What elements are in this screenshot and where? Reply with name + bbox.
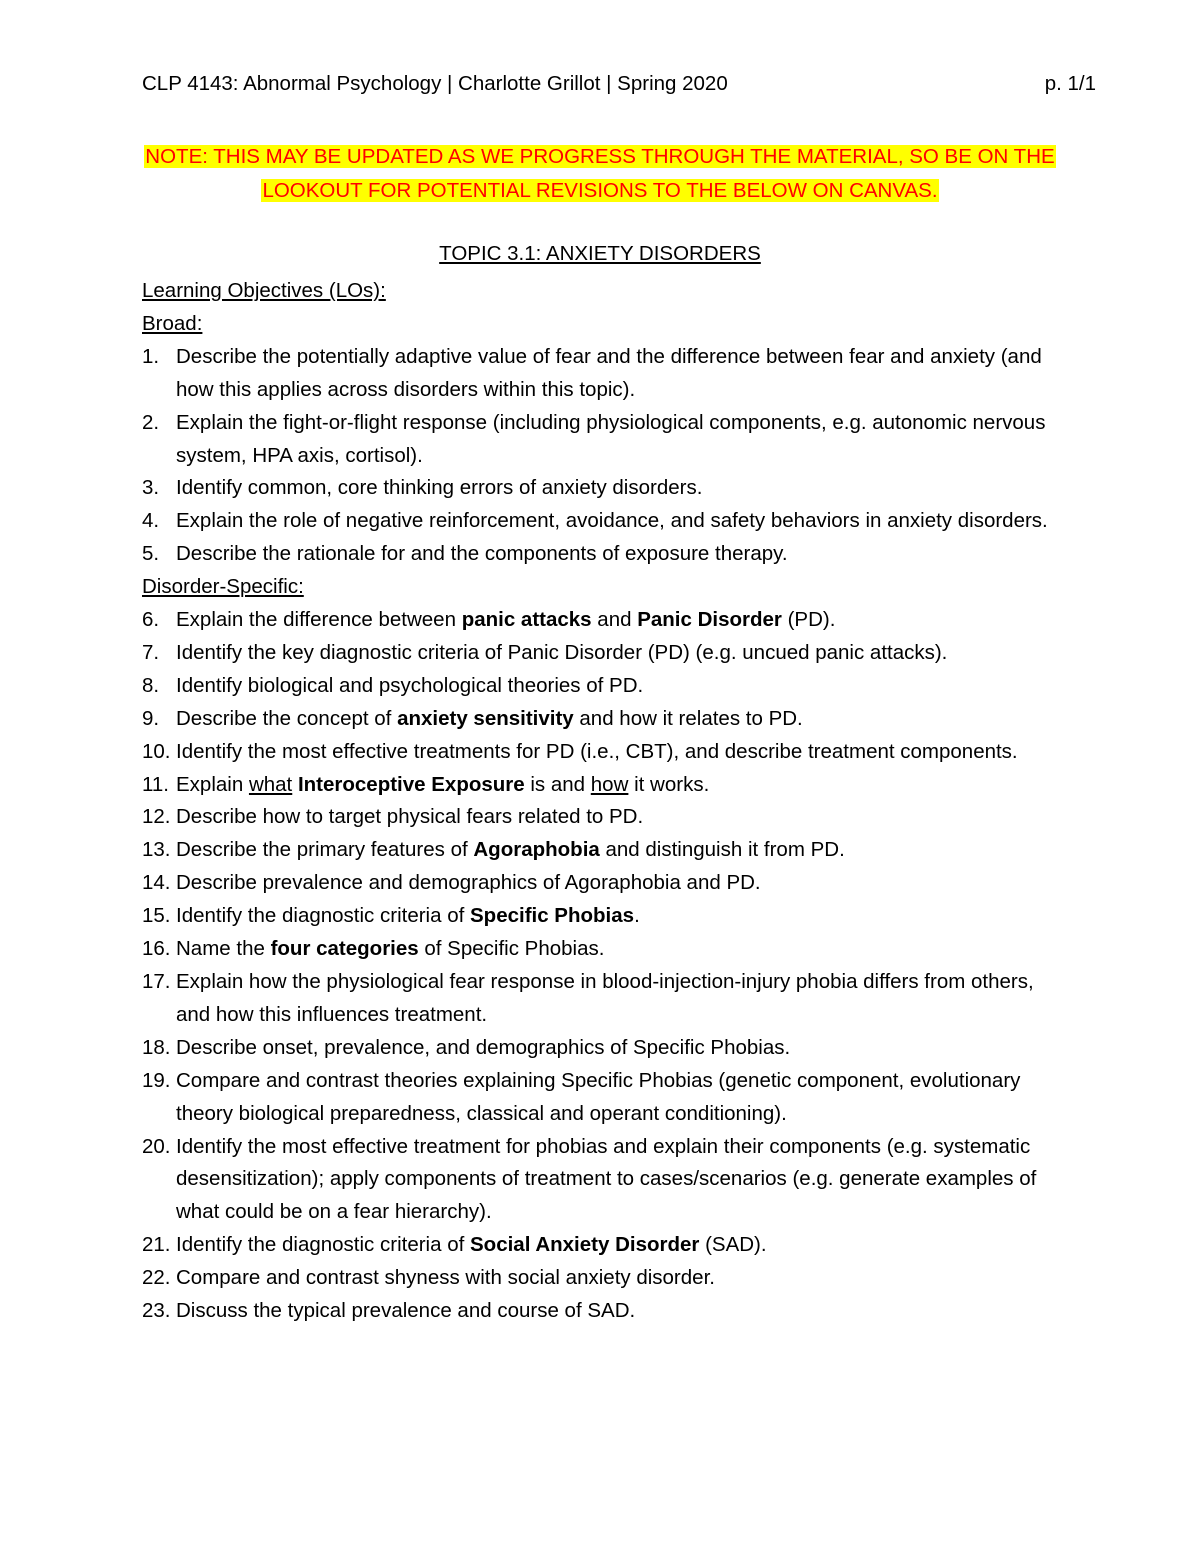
list-item-text xyxy=(176,871,761,894)
list-item-number: 2. xyxy=(142,410,160,434)
list-item-text xyxy=(176,509,1048,532)
list-item xyxy=(142,900,1072,933)
text-run: Describe onset, prevalence, and demographics of Specific Phobias. xyxy=(176,1035,791,1059)
list-item-number: 15. xyxy=(142,904,171,928)
text-run: Describe the rationale for and the components of exposure therapy. xyxy=(176,542,788,566)
topic-title: TOPIC 3.1: ANXIETY DISORDERS xyxy=(439,242,761,265)
list-item-number: 17. xyxy=(142,969,171,993)
list-item-text xyxy=(176,476,702,499)
text-run: Describe how to target physical fears related to PD. xyxy=(176,805,644,829)
objective-list xyxy=(142,341,1072,571)
list-item xyxy=(142,1262,1072,1295)
objective-list xyxy=(142,604,1072,1328)
list-item-number: 12. xyxy=(142,805,171,829)
list-item-text xyxy=(176,773,709,796)
list-item xyxy=(142,670,1072,703)
learning-objectives xyxy=(142,275,1072,1328)
text-run: Explain the fight-or-flight response (including physiological components, e.g. autonomic nervous system, HPA axis, cortisol). xyxy=(176,410,1046,467)
list-item-number: 4. xyxy=(142,509,160,533)
text-run: Describe the primary features of xyxy=(176,838,474,862)
list-item xyxy=(142,1065,1072,1131)
list-item xyxy=(142,1229,1072,1262)
list-item-text xyxy=(176,740,1018,763)
list-item-text xyxy=(176,937,604,960)
learning-objectives-heading: Learning Objectives (LOs): xyxy=(142,279,386,302)
list-item-text xyxy=(176,641,947,664)
list-item-text xyxy=(176,1233,767,1256)
text-run: Compare and contrast theories explaining Specific Phobias (genetic component, evolutionary theory biological preparedness, classical and operant conditioning). xyxy=(176,1068,1021,1125)
list-item-text xyxy=(176,1069,1020,1125)
note-line-2: LOOKOUT FOR POTENTIAL REVISIONS TO THE BELOW ON CANVAS. xyxy=(262,179,938,202)
list-item xyxy=(142,407,1072,473)
list-item xyxy=(142,966,1072,1032)
text-run: it works. xyxy=(628,772,710,796)
text-run: Identify common, core thinking errors of anxiety disorders. xyxy=(176,476,703,500)
text-run: and xyxy=(591,608,638,632)
text-run: Identify biological and psychological theories of PD. xyxy=(176,673,644,697)
text-run: and how it relates to PD. xyxy=(573,706,803,730)
list-item-text xyxy=(176,542,788,565)
list-item-number: 11. xyxy=(142,772,169,796)
list-item-text xyxy=(176,1266,715,1289)
list-item xyxy=(142,505,1072,538)
list-item xyxy=(142,604,1072,637)
list-item-number: 8. xyxy=(142,673,160,697)
list-item xyxy=(142,769,1072,802)
list-item-text xyxy=(176,345,1042,401)
list-item-text xyxy=(176,904,640,927)
list-item xyxy=(142,1295,1072,1328)
text-run: Describe prevalence and demographics of Agoraphobia and PD. xyxy=(176,871,761,895)
text-run: is and xyxy=(524,772,591,796)
list-item-number: 10. xyxy=(142,739,171,763)
text-run: Explain the difference between xyxy=(176,608,462,632)
bold-term: Interoceptive Exposure xyxy=(297,772,525,796)
list-item-number: 5. xyxy=(142,542,160,566)
list-item-text xyxy=(176,608,835,631)
text-run: (PD). xyxy=(781,608,836,632)
list-item xyxy=(142,472,1072,505)
text-run: Discuss the typical prevalence and course of SAD. xyxy=(176,1299,636,1323)
note-line-1: NOTE: THIS MAY BE UPDATED AS WE PROGRESS THROUGH THE MATERIAL, SO BE ON THE xyxy=(145,145,1055,168)
list-item-number: 3. xyxy=(142,476,160,500)
list-item xyxy=(142,736,1072,769)
list-item-number: 23. xyxy=(142,1299,171,1323)
list-item-number: 6. xyxy=(142,608,160,632)
list-item xyxy=(142,867,1072,900)
list-item-text xyxy=(176,1036,790,1059)
list-item-text xyxy=(176,1135,1036,1224)
text-run: Compare and contrast shyness with social anxiety disorder. xyxy=(176,1266,715,1290)
bold-term: anxiety sensitivity xyxy=(397,706,574,730)
underlined-term: what xyxy=(248,772,293,796)
text-run: Describe the potentially adaptive value of fear and the difference between fear and anxiety (and how this applies across disorders within this topic). xyxy=(176,344,1042,401)
header-page-number: p. 1/1 xyxy=(1044,72,1096,95)
list-item-number: 21. xyxy=(142,1233,171,1257)
page-header xyxy=(142,72,1096,102)
list-item xyxy=(142,801,1072,834)
section-heading-disorder-specific: Disorder-Specific: xyxy=(142,575,304,599)
bold-term: panic attacks xyxy=(461,608,592,632)
text-run: Explain how the physiological fear response in blood-injection-injury phobia differs from others, and how this influences treatment. xyxy=(176,969,1034,1026)
list-item-text xyxy=(176,970,1034,1026)
text-run: Name the xyxy=(176,937,271,961)
section-heading-broad: Broad: xyxy=(142,311,203,335)
list-item-number: 16. xyxy=(142,937,171,961)
bold-term: Social Anxiety Disorder xyxy=(470,1233,700,1257)
bold-term: four categories xyxy=(270,937,419,961)
list-item-number: 20. xyxy=(142,1134,171,1158)
list-item-text xyxy=(176,1299,635,1322)
underlined-term: how xyxy=(590,772,629,796)
list-item-text xyxy=(176,674,643,697)
text-run: Identify the key diagnostic criteria of Panic Disorder (PD) (e.g. uncued panic attacks). xyxy=(176,640,948,664)
list-item-number: 18. xyxy=(142,1035,171,1059)
list-item xyxy=(142,1131,1072,1230)
bold-term: Specific Phobias xyxy=(470,904,635,928)
text-run: of Specific Phobias. xyxy=(418,937,605,961)
text-run: Explain the role of negative reinforcement, avoidance, and safety behaviors in anxiety disorders. xyxy=(176,509,1048,533)
objective-sections xyxy=(142,308,1072,1328)
list-item xyxy=(142,834,1072,867)
text-run: Identify the diagnostic criteria of xyxy=(176,904,470,928)
header-title: CLP 4143: Abnormal Psychology | Charlotte Grillot | Spring 2020 xyxy=(142,72,728,95)
list-item-number: 7. xyxy=(142,640,160,664)
list-item xyxy=(142,637,1072,670)
list-item-number: 9. xyxy=(142,706,160,730)
list-item-number: 19. xyxy=(142,1068,171,1092)
list-item xyxy=(142,1032,1072,1065)
list-item-text xyxy=(176,411,1045,467)
text-run: and distinguish it from PD. xyxy=(599,838,845,862)
text-run: Identify the diagnostic criteria of xyxy=(176,1233,470,1257)
list-item xyxy=(142,538,1072,571)
list-item-number: 1. xyxy=(142,344,160,368)
list-item xyxy=(142,703,1072,736)
bold-term: Agoraphobia xyxy=(473,838,600,862)
text-run: Describe the concept of xyxy=(176,706,398,730)
text-run: Explain xyxy=(176,772,249,796)
list-item-number: 14. xyxy=(142,871,171,895)
list-item-text xyxy=(176,805,643,828)
revision-note xyxy=(100,140,1100,208)
text-run: Identify the most effective treatment for phobias and explain their components (e.g. systematic desensitization); apply components of treatment to cases/scenarios (e.g. generate examples of what could be on a fear hierarchy). xyxy=(176,1134,1037,1224)
list-item xyxy=(142,341,1072,407)
text-run: (SAD). xyxy=(699,1233,767,1257)
list-item-text xyxy=(176,838,845,861)
text-run: Identify the most effective treatments for PD (i.e., CBT), and describe treatment components. xyxy=(176,739,1018,763)
list-item-number: 13. xyxy=(142,838,171,862)
list-item-text xyxy=(176,707,803,730)
list-item-number: 22. xyxy=(142,1266,171,1290)
text-run: . xyxy=(634,904,640,928)
bold-term: Panic Disorder xyxy=(637,608,782,632)
list-item xyxy=(142,933,1072,966)
